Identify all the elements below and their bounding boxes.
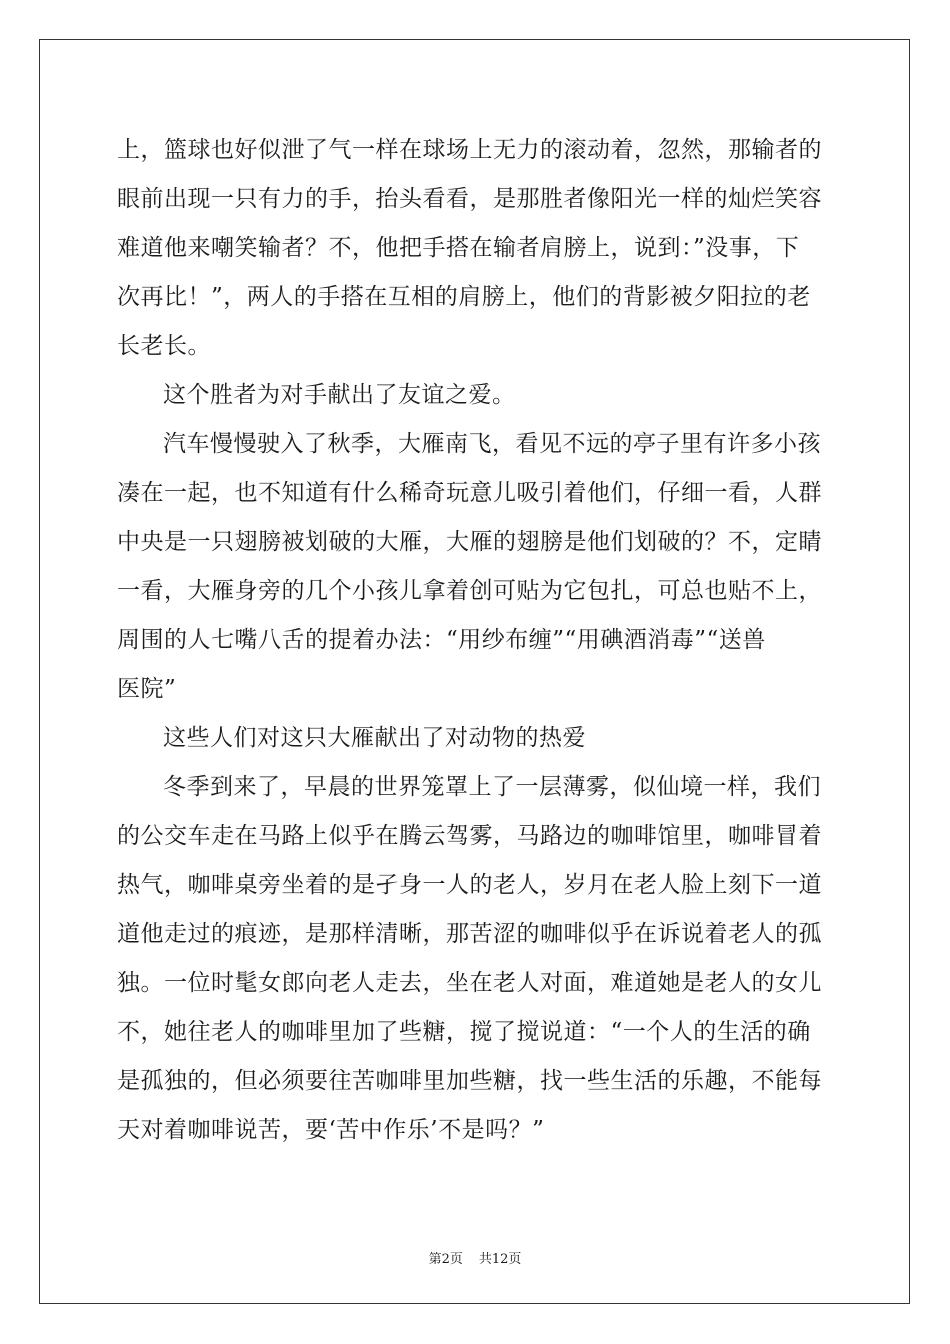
paragraph-start: 这些人们对这只大雁献出了对动物的热爱 — [163, 725, 586, 751]
page-footer — [0, 1248, 950, 1267]
text-line: 长老长。 — [117, 333, 211, 359]
text-line: 中央是一只翅膀被划破的大雁，大雁的翅膀是他们划破的？不，定睛 — [117, 529, 822, 555]
text-line: 独。一位时髦女郎向老人走去，坐在老人对面，难道她是老人的女儿 — [117, 970, 822, 996]
paragraph-start: 汽车慢慢驶入了秋季，大雁南飞，看见不远的亭子里有许多小孩 — [163, 431, 821, 457]
text-line: 医院” — [117, 676, 177, 702]
text-line: 不，她往老人的咖啡里加了些糖，搅了搅说道：“一个人的生活的确 — [117, 1019, 811, 1045]
paragraph-start: 冬季到来了，早晨的世界笼罩上了一层薄雾，似仙境一样，我们 — [163, 774, 821, 800]
page-total: 共12页 — [478, 1252, 522, 1267]
text-line: 热气，咖啡桌旁坐着的是孑身一人的老人，岁月在老人脸上刻下一道 — [117, 872, 822, 898]
text-line: 的公交车走在马路上似乎在腾云驾雾，马路边的咖啡馆里，咖啡冒着 — [117, 823, 822, 849]
text-line: 凑在一起，也不知道有什么稀奇玩意儿吸引着他们，仔细一看，人群 — [117, 480, 822, 506]
page-number: 第2页 — [428, 1252, 463, 1267]
paragraph-start: 这个胜者为对手献出了友谊之爱。 — [163, 382, 516, 408]
document-body — [117, 126, 833, 1155]
text-line: 上，篮球也好似泄了气一样在球场上无力的滚动着，忽然，那输者的 — [117, 137, 822, 163]
text-line: 难道他来嘲笑输者？不，他把手搭在输者肩膀上，说到：”没事，下 — [117, 235, 800, 261]
text-line: 道他走过的痕迹，是那样清晰，那苦涩的咖啡似乎在诉说着老人的孤 — [117, 921, 822, 947]
text-line: 一看，大雁身旁的几个小孩儿拿着创可贴为它包扎，可总也贴不上， — [117, 578, 822, 604]
text-line: 周围的人七嘴八舌的提着办法：“用纱布缠”“用碘酒消毒”“送兽 — [117, 627, 766, 653]
text-line: 是孤独的，但必须要往苦咖啡里加些糖，找一些生活的乐趣，不能每 — [117, 1068, 822, 1094]
text-line: 眼前出现一只有力的手，抬头看看，是那胜者像阳光一样的灿烂笑容 — [117, 186, 822, 212]
text-line: 次再比！”，两人的手搭在互相的肩膀上，他们的背影被夕阳拉的老 — [117, 284, 811, 310]
text-line: 天对着咖啡说苦，要‘苦中作乐’不是吗？” — [117, 1117, 545, 1143]
